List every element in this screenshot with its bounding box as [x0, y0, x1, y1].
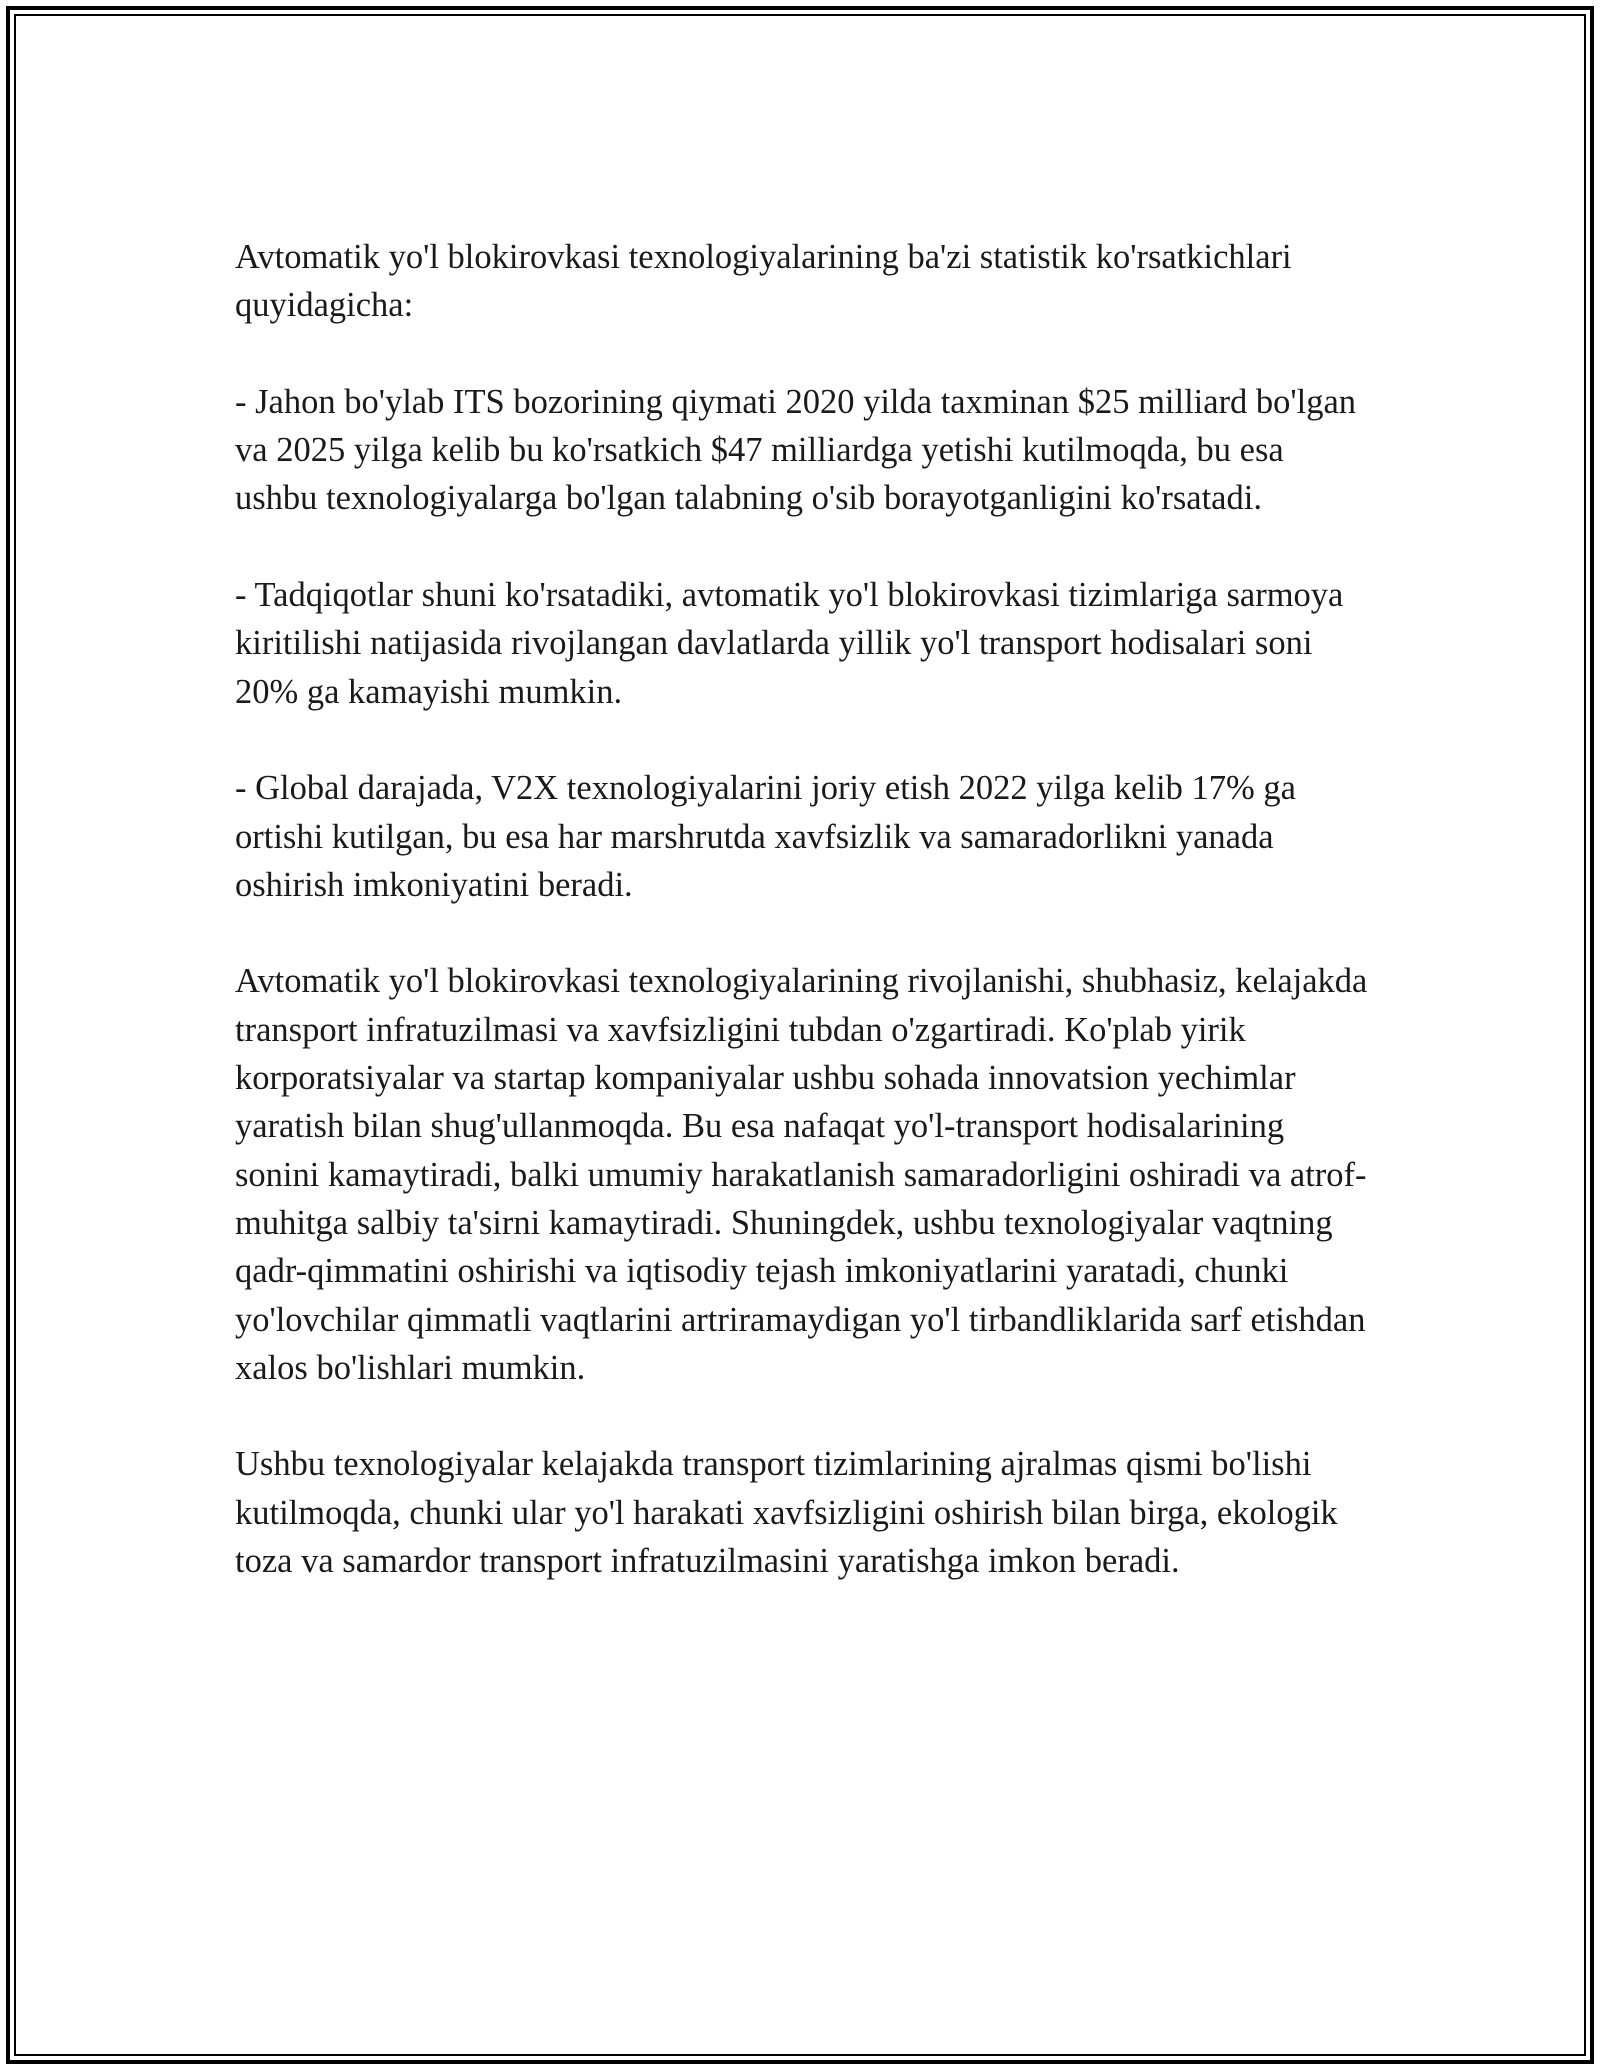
development-paragraph: Avtomatik yo'l blokirovkasi texnologiyalarining rivojlanishi, shubhasiz, kelajakda transport infratuzilmasi va xavfsizligini tubdan o'zgartiradi. Ko'plab yirik korporatsiyalar va startap kompaniyalar ushbu sohada innovatsion yechimlar yaratish bilan shug'ullanmoqda. Bu esa nafaqat yo'l-transport hodisalarining sonini kamaytiradi, balki umumiy harakatlanish samaradorligini oshiradi va atrof-muhitga salbiy ta'sirni kamaytiradi. Shuningdek, ushbu texnologiyalar vaqtning qadr-qimmatini oshirishi va iqtisodiy tejash imkoniyatlarini yaratadi, chunki yo'lovchilar qimmatli vaqtlarini artriramaydigan yo'l tirbandliklarida sarf etishdan xalos bo'lishlari mumkin.	[235, 962, 1368, 1387]
intro-paragraph: Avtomatik yo'l blokirovkasi texnologiyalarining ba'zi statistik ko'rsatkichlari quyidagicha:	[235, 238, 1292, 325]
bullet-its-market: - Jahon bo'ylab ITS bozorining qiymati 2020 yilda taxminan $25 milliard bo'lgan va 2025 yilga kelib bu ko'rsatkich $47 milliardga yetishi kutilmoqda, bu esa ushbu texnologiyalarga bo'lgan talabning o'sib borayotganligini ko'rsatadi.	[235, 382, 1357, 518]
bullet-v2x-growth: - Global darajada, V2X texnologiyalarini joriy etish 2022 yilga kelib 17% ga ortishi kutilgan, bu esa har marshrutda xavfsizlik va samaradorlikni yanada oshirish imkoniyatini beradi.	[235, 769, 1296, 904]
document-body	[235, 233, 1370, 1585]
conclusion-paragraph: Ushbu texnologiyalar kelajakda transport tizimlarining ajralmas qismi bo'lishi kutilmoqda, chunki ular yo'l harakati xavfsizligini oshirish bilan birga, ekologik toza va samardor transport infratuzilmasini yaratishga imkon beradi.	[235, 1445, 1338, 1581]
bullet-accident-reduction: - Tadqiqotlar shuni ko'rsatadiki, avtomatik yo'l blokirovkasi tizimlariga sarmoya kiritilishi natijasida rivojlangan davlatlarda yillik yo'l transport hodisalari soni 20% ga kamayishi mumkin.	[235, 576, 1344, 711]
